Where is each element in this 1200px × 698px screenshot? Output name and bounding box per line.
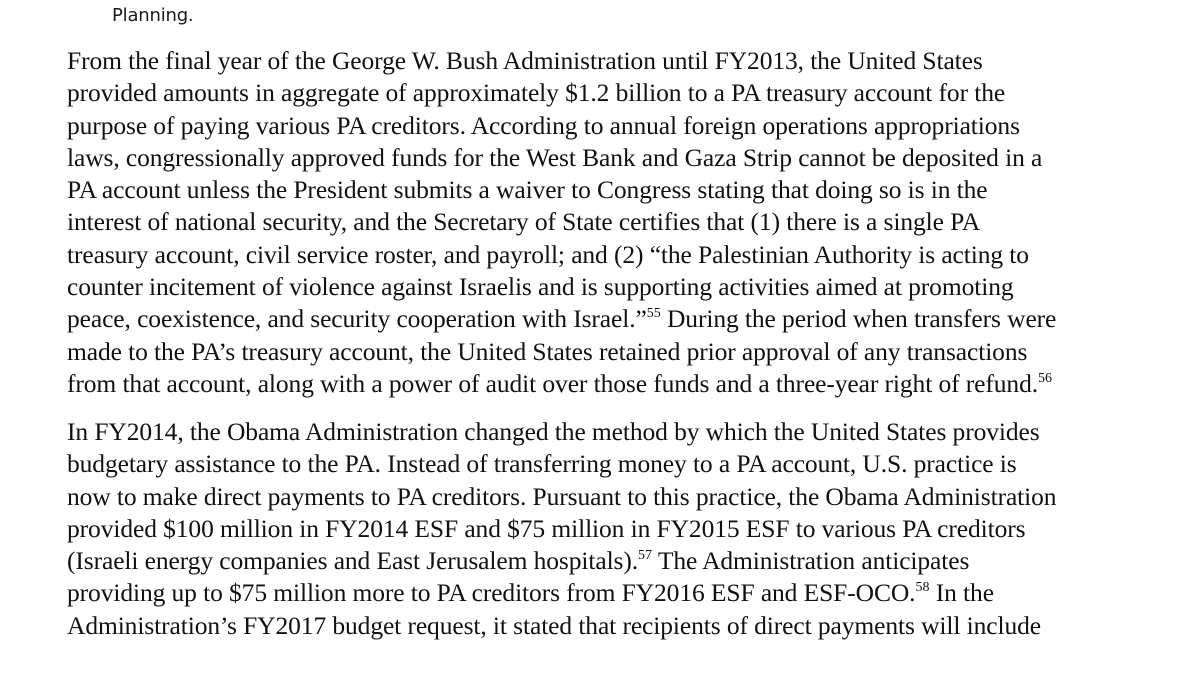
line-text: providing up to $75 million more to PA creditors from FY2016 ESF and ESF-OCO. <box>67 578 916 608</box>
line-text: provided amounts in aggregate of approximately $1.2 billion to a PA treasury account for the <box>67 78 1006 108</box>
footnote-marker[interactable]: 58 <box>915 580 930 596</box>
text-line <box>67 303 1056 335</box>
text-line <box>67 110 1056 142</box>
text-line <box>67 271 1056 303</box>
body-paragraph <box>67 45 1056 400</box>
line-text: counter incitement of violence against Israelis and is supporting activities aimed at promoting <box>67 272 1014 302</box>
footnote-marker[interactable]: 56 <box>1038 370 1053 386</box>
line-text: peace, coexistence, and security cooperation with Israel.” <box>67 304 647 334</box>
line-text: provided $100 million in FY2014 ESF and $75 million in FY2015 ESF to various PA creditors <box>67 513 1026 543</box>
line-text: made to the PA’s treasury account, the United States retained prior approval of any transactions <box>67 336 1028 366</box>
footnote-marker[interactable]: 55 <box>646 306 661 322</box>
line-text: From the final year of the George W. Bush Administration until FY2013, the United States <box>67 46 983 75</box>
text-line <box>67 545 1056 577</box>
text-line <box>67 174 1056 206</box>
text-line <box>67 577 1056 609</box>
footnote-marker[interactable]: 57 <box>638 548 653 564</box>
text-line <box>67 45 1056 77</box>
text-line <box>67 336 1056 368</box>
text-line <box>67 206 1056 238</box>
text-line <box>67 610 1056 642</box>
line-text: During the period when transfers were <box>660 304 1057 334</box>
text-line <box>67 513 1056 545</box>
line-text: laws, congressionally approved funds for the West Bank and Gaza Strip cannot be deposited in a <box>67 142 1043 172</box>
line-text: In the <box>929 578 994 608</box>
line-text: interest of national security, and the Secretary of State certifies that (1) there is a single PA <box>67 207 981 237</box>
text-line <box>67 448 1056 480</box>
text-line <box>67 416 1056 448</box>
line-text: from that account, along with a power of audit over those funds and a three-year right of refund. <box>67 368 1039 398</box>
line-text: budgetary assistance to the PA. Instead of transferring money to a PA account, U.S. practice is <box>67 449 1017 479</box>
text-line <box>67 368 1056 400</box>
body-paragraph <box>67 416 1056 642</box>
section-heading-fragment: Planning. <box>112 5 194 26</box>
text-line <box>67 481 1056 513</box>
line-text: In FY2014, the Obama Administration changed the method by which the United States provides <box>67 417 1040 446</box>
line-text: (Israeli energy companies and East Jerusalem hospitals). <box>67 546 639 576</box>
line-text: The Administration anticipates <box>652 546 970 576</box>
text-line <box>67 239 1056 271</box>
line-text: PA account unless the President submits a waiver to Congress stating that doing so is in the <box>67 175 988 205</box>
line-text: Administration’s FY2017 budget request, it stated that recipients of direct payments will include <box>67 610 1041 640</box>
text-line <box>67 142 1056 174</box>
line-text: now to make direct payments to PA creditors. Pursuant to this practice, the Obama Administration <box>67 481 1057 511</box>
text-line <box>67 77 1056 109</box>
line-text: treasury account, civil service roster, and payroll; and (2) “the Palestinian Authority is acting to <box>67 239 1029 269</box>
line-text: purpose of paying various PA creditors. According to annual foreign operations appropriations <box>67 110 1020 140</box>
